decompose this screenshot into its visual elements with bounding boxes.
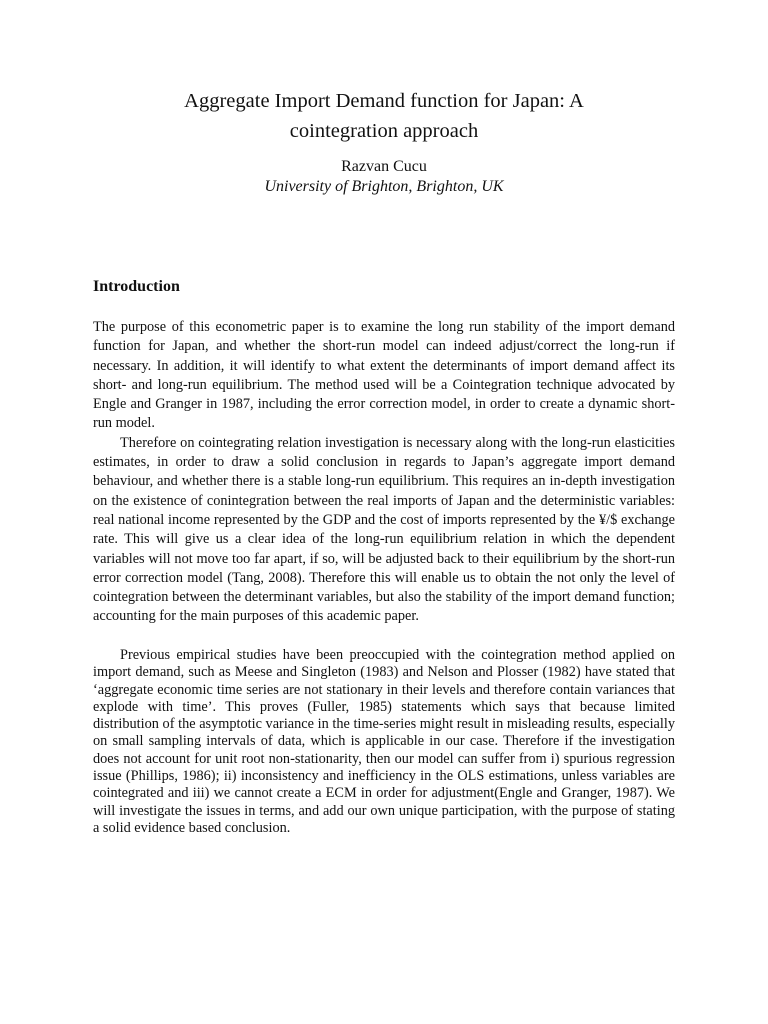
- author-name: Razvan Cucu: [341, 158, 427, 175]
- paragraph-1: The purpose of this econometric paper is to examine the long run stability of the import demand function for Japan, and whether the short-run model can indeed adjust/correct the long-run if necessary. In addition, it will identify to what extent the determinants of import demand affect its short- and long-run equilibrium. The method used will be a Cointegration technique advocated by Engle and Granger in 1987, including the error correction model, in order to create a dynamic short-run model.: [93, 319, 675, 432]
- body-text-block-2: [93, 647, 675, 837]
- paragraph-2: Therefore on cointegrating relation investigation is necessary along with the long-run elasticities estimates, in order to draw a solid conclusion in regards to Japan’s aggregate import demand behaviour, and whether there is a stable long-run equilibrium. This requires an in-depth investigation on the existence of conintegration between the real imports of Japan and the deterministic variables: real national income represented by the GDP and the cost of imports represented by the ¥/$ exchange rate. This will give us a clear idea of the long-run equilibrium relation in which the dependent variables will not move too far apart, if so, will be adjusted back to their equilibrium by the short-run error correction model (Tang, 2008). Therefore this will enable us to obtain the not only the level of cointegration between the determinant variables, but also the stability of the import demand function; accounting for the main purposes of this academic paper.: [93, 434, 675, 625]
- title-line-2: cointegration approach: [289, 120, 479, 142]
- author-affiliation: University of Brighton, Brighton, UK: [264, 178, 504, 195]
- body-text-block-1: [93, 318, 675, 627]
- paper-title: [93, 86, 675, 146]
- title-line-1: Aggregate Import Demand function for Japan: A: [184, 90, 584, 112]
- section-heading: Introduction: [93, 278, 180, 295]
- paragraph-3: Previous empirical studies have been preoccupied with the cointegration method applied on import demand, such as Meese and Singleton (1983) and Nelson and Plosser (1982) have stated that ‘aggregate economic time series are not stationary in their levels and therefore contain variances that explode with time’. This proves (Fuller, 1985) statements which says that because limited distribution of the asymptotic variance in the time-series might result in misleading results, especially on small sampling intervals of data, which is applicable in our case. Therefore if the investigation does not account for unit root non-stationarity, then our model can suffer from i) spurious regression issue (Phillips, 1986); ii) inconsistency and inefficiency in the OLS estimations, unless variables are cointegrated and iii) we cannot create a ECM in order for adjustment(Engle and Granger, 1987). We will investigate the issues in terms, and add our own unique participation, with the purpose of stating a solid evidence based conclusion.: [93, 647, 675, 836]
